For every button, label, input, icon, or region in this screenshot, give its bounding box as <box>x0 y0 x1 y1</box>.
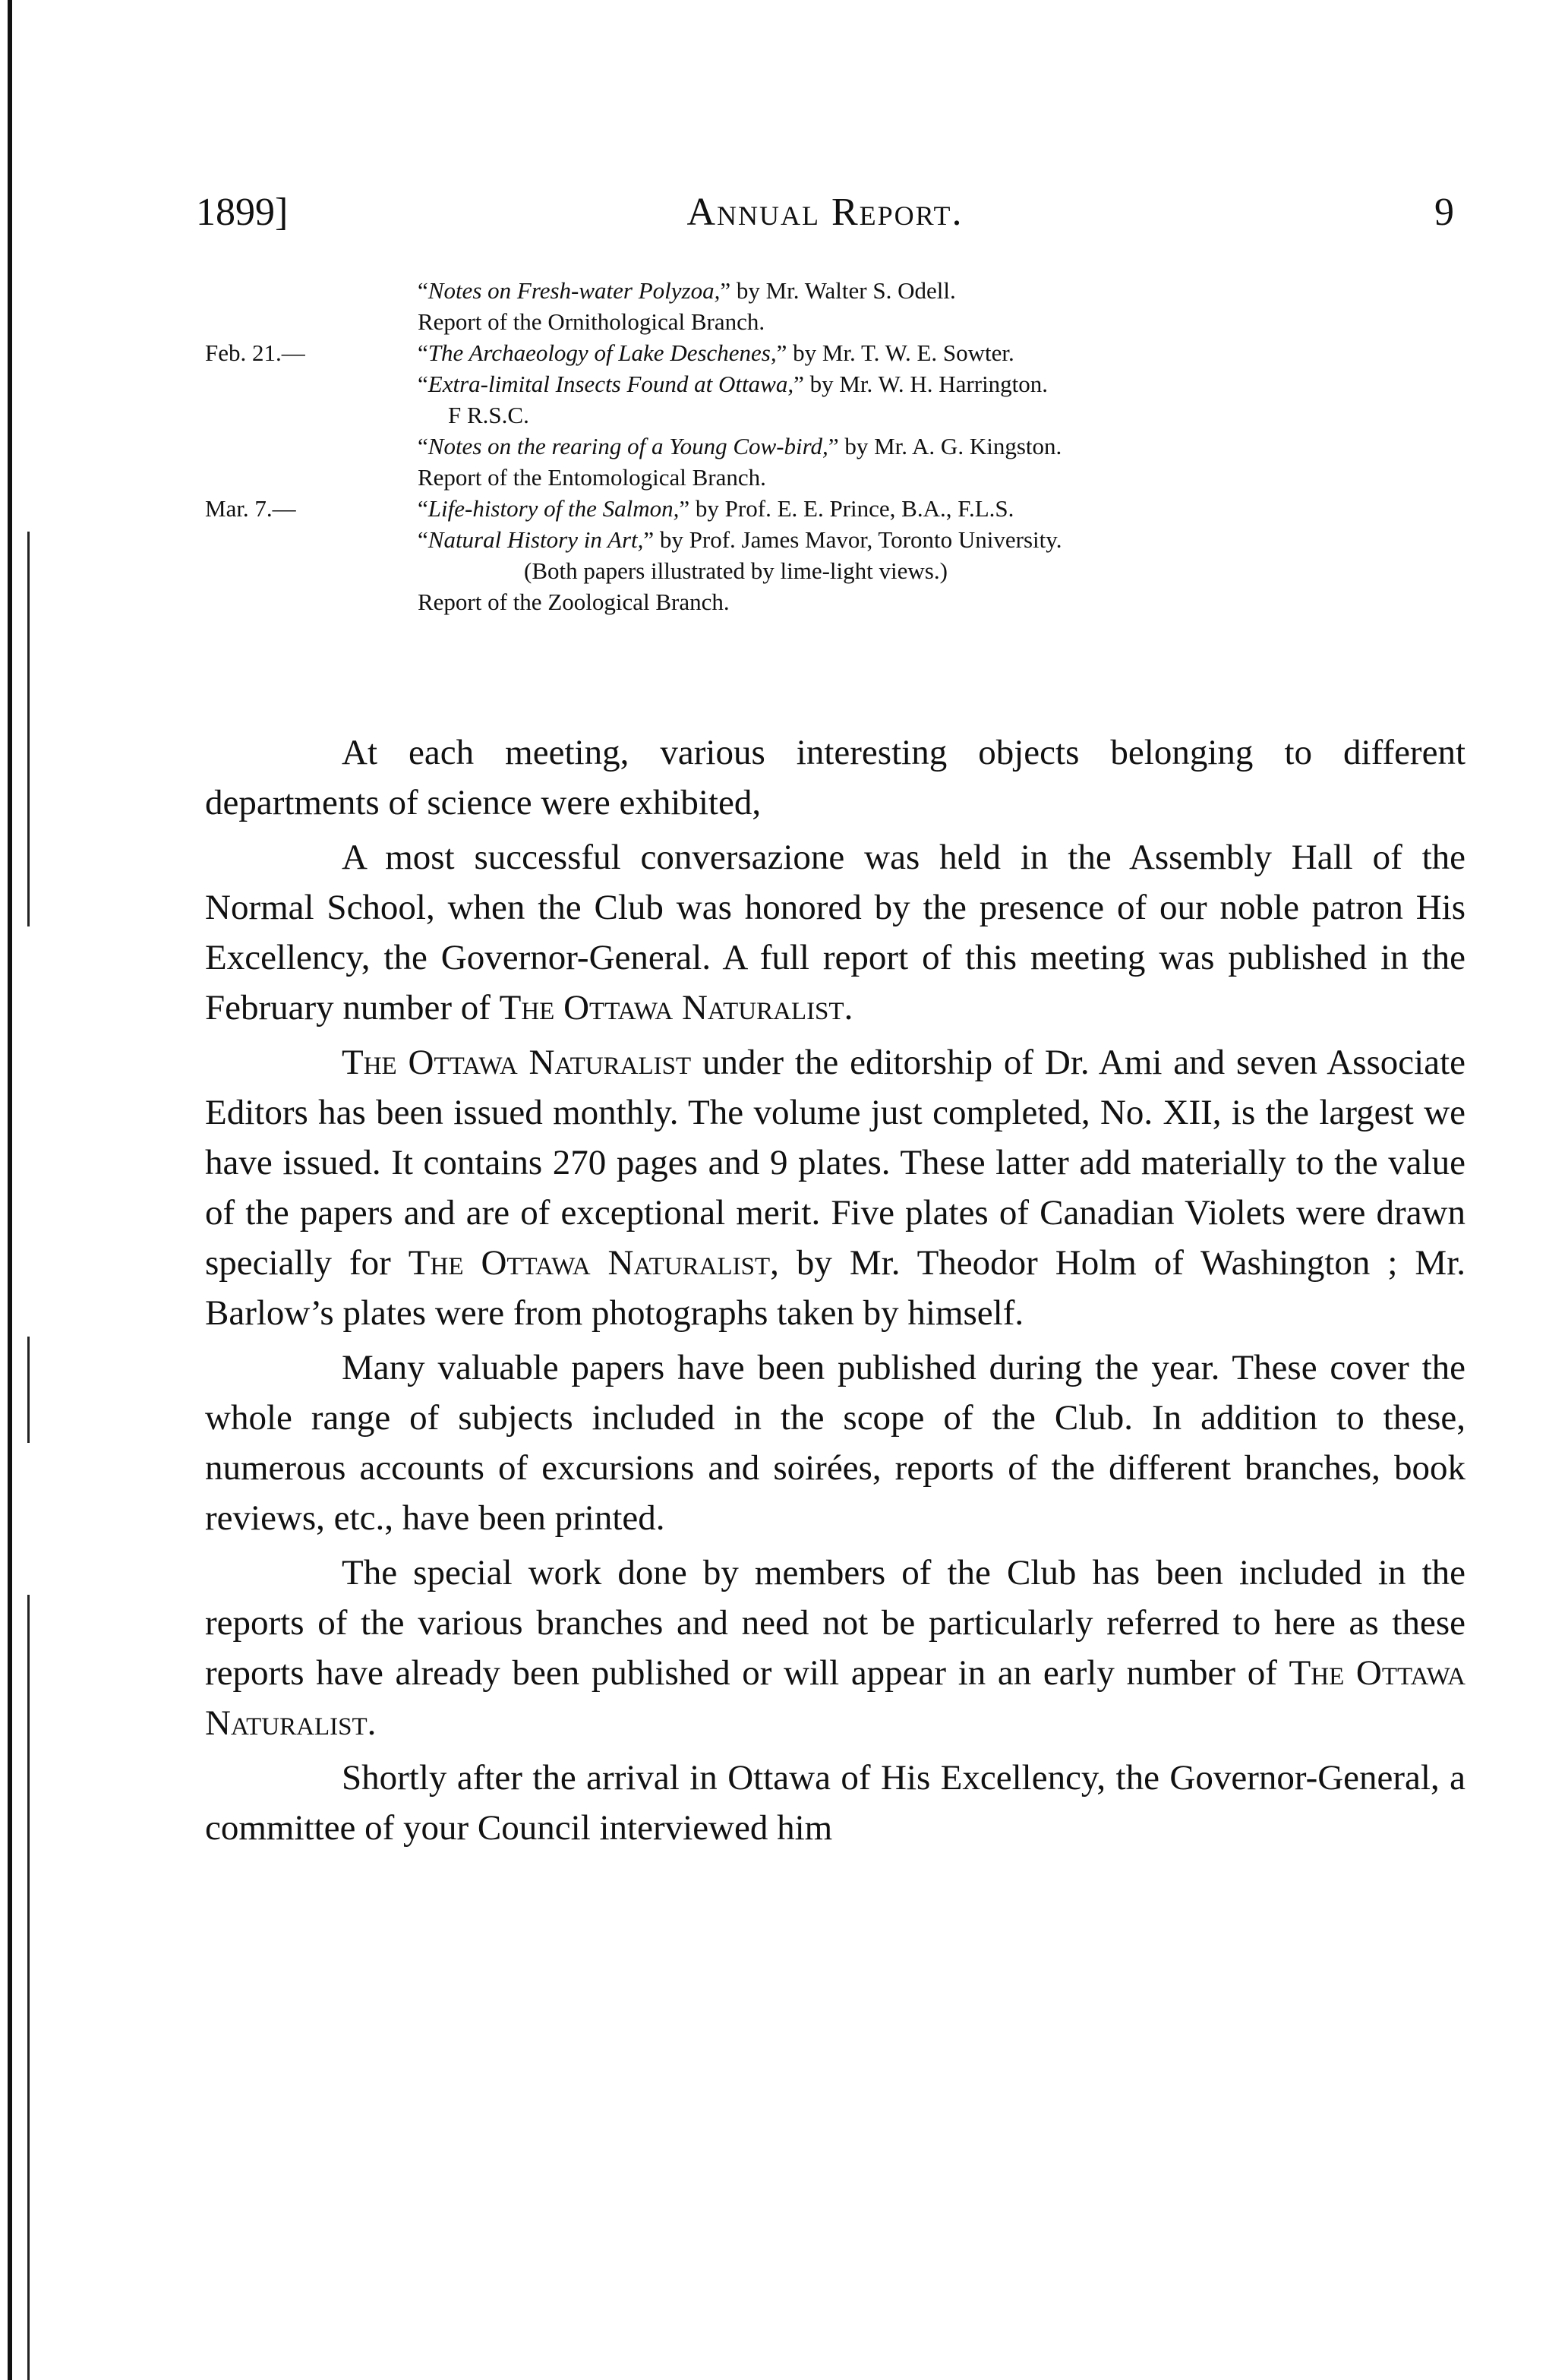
paper-title: Extra-limital Insects Found at Ottawa, <box>427 371 794 397</box>
paper-title: Natural History in Art, <box>427 526 644 553</box>
journal-name: The Ottawa Naturalist <box>499 988 844 1027</box>
journal-name: The Ottawa Naturalist <box>342 1043 692 1082</box>
meeting-entry <box>205 524 1465 555</box>
meeting-entry <box>205 306 1465 337</box>
paragraph <box>205 1037 1465 1338</box>
header-title: Annual Report. <box>686 191 964 234</box>
paper-title: Notes on Fresh-water Polyzoa, <box>427 277 721 304</box>
meeting-entry <box>205 586 1465 617</box>
margin-rule <box>27 1337 30 1443</box>
entry-text: ” by Mr. W. H. Harrington. <box>793 371 1049 397</box>
entry-text: ” by Prof. James Mavor, Toronto University. <box>643 526 1062 553</box>
paper-title: Life-history of the Salmon, <box>427 495 680 522</box>
entry-text: Report of the Zoological Branch. <box>418 589 730 615</box>
paragraph-text: Many valuable papers have been published during the year. These cover the whole range of subjects included in the scope of the Club. In addition to these, numerous accounts of excursions and soirées, reports of the different branches, book reviews, etc., have been printed. <box>205 1348 1465 1538</box>
paragraph-text: , by Mr. Theodor Holm of Washington ; Mr. Barlow’s plates were from photographs taken by himself. <box>205 1243 1466 1333</box>
meeting-entry <box>205 462 1465 493</box>
paragraph <box>205 728 1465 828</box>
journal-name: The Ottawa Naturalist <box>408 1243 771 1283</box>
paper-title: The Archaeology of Lake Deschenes, <box>427 339 777 366</box>
paragraph-text: . <box>844 988 853 1027</box>
page-edge-rule <box>8 0 12 2380</box>
entry-open-quote: “ <box>418 526 428 553</box>
meeting-entry <box>205 555 1465 586</box>
header-year: 1899] <box>196 191 289 234</box>
entry-text: ” by Prof. E. E. Prince, B.A., F.L.S. <box>679 495 1014 522</box>
meeting-date: Feb. 21.— <box>205 339 305 366</box>
article-body <box>205 728 1465 1853</box>
running-header <box>196 190 1454 251</box>
paragraph <box>205 1753 1465 1853</box>
paragraph-text: . <box>367 1703 377 1743</box>
meeting-entry <box>205 337 1465 368</box>
meeting-entry <box>205 493 1465 524</box>
paragraph-text: The special work done by members of the Club has been included in the reports of the various branches and need not be particularly referred to here as these reports have already been published or will appear in an early number of <box>205 1553 1465 1693</box>
entry-open-quote: “ <box>418 339 428 366</box>
entry-text: Report of the Ornithological Branch. <box>418 308 765 335</box>
paragraph <box>205 1548 1465 1748</box>
entry-open-quote: “ <box>418 277 428 304</box>
entry-text: F R.S.C. <box>448 402 529 428</box>
entry-text: Report of the Entomological Branch. <box>418 464 766 491</box>
meeting-entry <box>205 275 1465 306</box>
entry-open-quote: “ <box>418 433 428 459</box>
margin-rule <box>27 532 30 926</box>
paragraph <box>205 1343 1465 1543</box>
meeting-entry <box>205 368 1465 399</box>
paragraph-text: under the editorship of Dr. Ami and seven Associate Editors has been issued monthly. The volume just completed, No. XII, is the largest we have issued. It contains 270 pages and 9 plates. These latter add materially to the value of the papers and are of exceptional merit. Five plates of Canadian Violets were drawn specially for <box>205 1043 1465 1283</box>
journal-name: The Ottawa Naturalist <box>205 1653 1466 1743</box>
paragraph-text: At each meeting, various interesting objects belonging to different departments of science were exhibited, <box>205 733 1465 822</box>
meeting-date: Mar. 7.— <box>205 495 296 522</box>
paragraph-text: Shortly after the arrival in Ottawa of His Excellency, the Governor-General, a committee of your Council interviewed him <box>205 1758 1465 1848</box>
meeting-entry <box>205 399 1465 431</box>
entry-text: ” by Mr. A. G. Kingston. <box>828 433 1062 459</box>
paragraph-text: A most successful conversazione was held in the Assembly Hall of the Normal School, when the Club was honored by the presence of our noble patron His Excellency, the Governor-General. A full report of this meeting was published in the February number of <box>205 838 1465 1027</box>
page-number: 9 <box>1434 191 1454 234</box>
entry-open-quote: “ <box>418 371 428 397</box>
entry-text: ” by Mr. T. W. E. Sowter. <box>776 339 1014 366</box>
meetings-list <box>205 275 1465 617</box>
entry-open-quote: “ <box>418 495 428 522</box>
meeting-entry <box>205 431 1465 462</box>
entry-text: ” by Mr. Walter S. Odell. <box>720 277 956 304</box>
paper-title: Notes on the rearing of a Young Cow-bird, <box>427 433 828 459</box>
entry-text: (Both papers illustrated by lime-light views.) <box>524 557 948 584</box>
paragraph <box>205 832 1465 1033</box>
margin-rule <box>27 1595 30 2380</box>
